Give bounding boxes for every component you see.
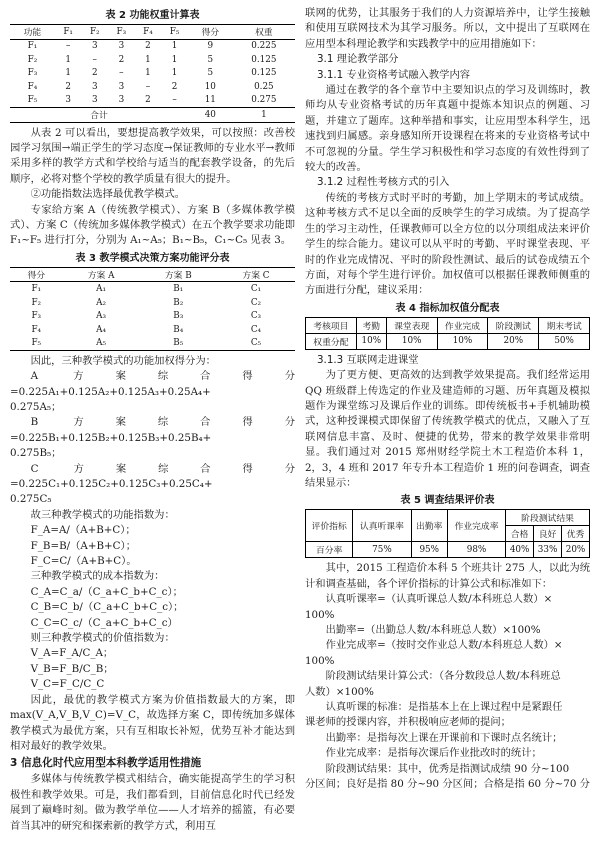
table3-cell: B₄ [173, 324, 184, 335]
table2-cell: 3 [65, 95, 71, 106]
table5-header-excellent: 优秀 [562, 526, 590, 542]
paragraph: 其中，2015 工程造价本科 5 个班共计 275 人，以此为统计和调查基础，各个评价指标的计算公式和标准如下： [305, 562, 591, 590]
table2-cell: 3 [91, 41, 98, 52]
table3-header-cell: 方案 C [242, 271, 270, 281]
table5-header-index: 评价指标 [306, 510, 353, 542]
table3 [10, 267, 295, 351]
table3-cell: C₅ [250, 338, 262, 348]
left-column [10, 6, 295, 834]
table2-cell: – [145, 81, 151, 92]
table5-cell: 40% [506, 542, 534, 558]
table2-header-cell: F₂ [89, 26, 100, 37]
table2-cell: 1 [145, 54, 151, 65]
table3-cell: F₄ [31, 324, 42, 335]
table2-header-cell: 功能 [23, 28, 42, 39]
paragraph: 专家给方案 A（传统教学模式）、方案 B（多媒体教学模式）、方案 C（传统加多媒体教学模式）在五个教学要求功能即 F₁~F₅ 进行打分，分别为 A₁~A₅；B₁~B₅，C₁~C₅ 见表 3。 [10, 203, 295, 247]
formula-line: 100% [305, 608, 335, 621]
table3-cell: A₁ [96, 284, 107, 294]
table2-cell: 2 [65, 81, 71, 92]
table2-cell: 1 [65, 54, 71, 65]
formula-line: C_C=C_c/（C_a+C_b+C_c） [30, 616, 178, 629]
table2-cell: F₃ [27, 68, 38, 79]
formula-line: C_A=C_a/（C_a+C_b+C_c）； [30, 585, 183, 598]
table3-header-cell: 方案 B [164, 271, 192, 281]
table5-cell: 20% [562, 542, 590, 558]
table3-cell: B₂ [173, 297, 184, 308]
table2-cell: 1 [145, 68, 151, 79]
table2-cell: – [65, 41, 71, 52]
table3-cell: C₃ [250, 311, 262, 321]
table5-cell: 33% [534, 542, 562, 558]
formula-line: 认真听课率=（认真听课总人数/本科班总人数）× [325, 593, 553, 606]
table4-cell: 10% [437, 333, 488, 349]
subsection-heading: 3.1.1 专业资格考试融入教学内容 [317, 68, 471, 81]
subsection-heading: 3.1.3 互联网走进课堂 [317, 353, 419, 366]
table3-cell: F₅ [31, 338, 42, 348]
formula-line: F_C=C/（A+B+C）。 [30, 555, 137, 568]
table3-cell: A₄ [96, 324, 107, 335]
table2-total-weight: 1 [261, 109, 267, 120]
table2-cell: 2 [145, 41, 151, 52]
table2-cell: 5 [207, 54, 214, 65]
table2-cell: 1 [65, 68, 71, 79]
table2-cell: 11 [204, 95, 216, 106]
table5-header-stage: 阶段测试结果 [506, 510, 590, 526]
table4-header-cell: 期末考试 [539, 317, 590, 333]
table5-header-attend: 认真听课率 [353, 510, 411, 542]
table2 [10, 24, 295, 123]
table3-cell: B₃ [173, 311, 184, 321]
table2-caption: 表 2 功能权重计算表 [105, 10, 200, 21]
text-line: 课老师的授课内容，并积极响应老师的提问； [305, 716, 511, 729]
formula-line: 阶段测试结果计算公式：（各分数段总人数/本科班总 [325, 670, 561, 683]
formula-line: 人数）×100% [305, 685, 374, 698]
table2-cell: 3 [118, 41, 125, 52]
table2-cell: – [172, 95, 177, 106]
paragraph: 通过在教学的各个章节中主要知识点的学习及训练时，教师均从专业资格考试的历年真题中提炼本知识点的例题、习题，并建立了题库。这种举措和事实，让应用型本科学生，迅速找到归属感。亲身感知所开设课程在将来的专业资格考试中不可忽视的分量。学生学习积极性和学习态度的有效性得到了较大的改善。 [305, 84, 590, 174]
table3-cell: C₂ [250, 297, 262, 308]
table4-cell: 50% [539, 333, 590, 349]
text-line: 作业完成率：是指每次课后作业批改时的统计； [325, 747, 542, 760]
table3-cell: B₁ [173, 284, 184, 294]
table2-header-cell: 权重 [255, 28, 273, 39]
table4-header-cell: 课堂表现 [386, 317, 437, 333]
table2-row [10, 67, 295, 81]
table4-header-cell: 考勤 [356, 317, 386, 333]
table2-row [10, 53, 295, 67]
table2-cell: 5 [207, 68, 214, 79]
table2-cell: – [92, 54, 97, 65]
table5-header-present: 出勤率 [411, 510, 447, 542]
paragraph: 多媒体与传统教学模式相结合，确实能提高学生的学习积极性和教学效果。可是，我们都看到，目前信息化时代已经发展到了巅峰时刻。做为教学单位——人才培养的摇篮，有必要首当其冲的研究和探索新的教学方式，利用互 [10, 773, 295, 832]
table2-cell: F₁ [27, 41, 38, 52]
table2-cell: 3 [91, 81, 98, 92]
formula-line: C 方案综合得分=0.225C₁+0.125C₂+0.125C₃+0.25C₄+ [10, 462, 295, 490]
table3-cell: C₄ [250, 324, 262, 335]
table2-cell: F₅ [27, 95, 38, 106]
table4-cell: 权重分配 [306, 333, 357, 349]
table2-header-cell: 得分 [201, 28, 220, 39]
subsection-heading: 3.1.2 过程性考核方式的引入 [317, 176, 450, 189]
formula-line: 100% [305, 654, 335, 667]
table3-cell: A₅ [96, 338, 107, 348]
table3-cell: A₂ [96, 297, 107, 308]
table3-row [10, 309, 295, 323]
subheading: ②功能指数法选择最优教学模式。 [30, 188, 186, 201]
formula-line: 0.275A₅； [10, 400, 62, 413]
table4-caption: 表 4 指标加权值分配表 [395, 302, 500, 314]
table2-cell: 3 [91, 95, 98, 106]
table3-cell: B₅ [173, 338, 184, 348]
formula-line: F_A=A/（A+B+C）； [30, 524, 136, 537]
table3-cell: C₁ [250, 284, 262, 294]
formula-line: B 方案综合得分=0.225B₁+0.125B₂+0.125B₃+0.25B₄+ [10, 416, 295, 444]
table3-row [10, 282, 295, 296]
paragraph: 因此，三种教学模式的功能加权得分为： [30, 354, 216, 367]
table3-header-cell: 方案 A [87, 271, 115, 281]
table2-cell: 3 [118, 95, 125, 106]
table3-caption: 表 3 教学模式决策方案功能评分表 [75, 252, 230, 264]
table5-caption: 表 5 调查结果评价表 [400, 495, 495, 507]
paragraph: 因此，最优的教学模式方案为价值指数最大的方案，即 max(V_A,V_B,V_C)=V_C，故选择方案 C，即传统加多媒体教学模式为最优方案，只有互相取长补短，优势互补才能达到相对最好的教学效果。 [10, 693, 295, 752]
formula-line: C_B=C_b/（C_a+C_b+C_c）； [30, 601, 184, 614]
text-line: 则三种教学模式的价值指数为： [30, 632, 175, 645]
table3-cell: F₂ [31, 297, 42, 308]
text-line: 阶段测试结果：其中，优秀是指测试成绩 90 分~100 [325, 762, 570, 775]
table5 [305, 509, 590, 558]
table5-header-homework: 作业完成率 [447, 510, 505, 542]
section-heading: 3.1 理论教学部分 [317, 53, 399, 66]
table2-cell: 10 [204, 81, 216, 92]
table2-header-cell: F₄ [143, 26, 153, 37]
text-line: 故三种教学模式的功能指数为： [30, 508, 175, 521]
table2-header-cell: F₅ [169, 26, 180, 37]
table4-cell: 10% [386, 333, 437, 349]
table3-header-cell: 得分 [27, 271, 46, 281]
formula-line: 0.275B₅； [10, 447, 62, 460]
table4 [305, 317, 590, 350]
table4-header-cell: 作业完成 [437, 317, 488, 333]
table4-cell: 10% [356, 333, 386, 349]
table2-cell: 0.25 [254, 81, 274, 92]
formula-line: 出勤率=（出勤总人数/本科班总人数）×100% [325, 624, 541, 636]
formula-line: 作业完成率=（按时交作业总人数/本科班总人数）× [325, 639, 563, 652]
table2-cell: 3 [118, 81, 125, 92]
text-line: 三种教学模式的成本指数为： [30, 570, 165, 583]
table5-cell: 75% [353, 542, 411, 558]
right-column [305, 6, 590, 792]
table3-cell: F₁ [31, 284, 42, 294]
table2-cell: 0.275 [251, 95, 277, 106]
table2-total-label: 合计 [90, 111, 108, 122]
table2-cell: 2 [171, 81, 178, 92]
table4-header-cell: 阶段测试 [488, 317, 539, 333]
text-line: 出勤率：是指每次上课在开课前和下课时点名统计； [325, 731, 563, 744]
table5-cell: 95% [411, 542, 447, 558]
table2-row [10, 94, 295, 108]
text-line: 分区间；良好是指 80 分~90 分区间；合格是指 60 分~70 分 [305, 778, 590, 791]
table2-total-score: 40 [204, 109, 216, 120]
table5-cell: 98% [447, 542, 505, 558]
table2-cell: 0.225 [251, 41, 277, 52]
paragraph: 从表 2 可以看出，要想提高教学效果，可以按照：改善校园学习氛围→端正学生的学习态度→保证教师的专业水平→教师采用多样的教学方式和学校给与适当的配套教学设备，的先后顺序，必将对整个学校的教学质量有很大的提升。 [10, 126, 295, 185]
table2-cell: – [119, 68, 124, 79]
formula-line: 0.275C₅ [10, 493, 52, 506]
table2-cell: F₂ [27, 54, 38, 65]
table3-cell: A₃ [96, 311, 107, 321]
table2-row [10, 39, 295, 53]
formula-line: A 方案综合得分=0.225A₁+0.125A₂+0.125A₃+0.25A₄+ [10, 370, 295, 398]
table2-row [10, 80, 295, 94]
formula-line: V_C=F_C/C_C [30, 678, 105, 691]
table5-header-good: 良好 [534, 526, 562, 542]
table2-cell: 1 [171, 54, 178, 65]
table5-header-pass: 合格 [506, 526, 534, 542]
formula-line: V_B=F_B/C_B； [30, 662, 114, 675]
formula-line: V_A=F_A/C_A； [30, 647, 114, 660]
table2-header-cell: F₃ [116, 26, 127, 37]
table3-row [10, 296, 295, 310]
paragraph: 联网的优势，让其服务于我们的人力资源培养中，让学生接触和使用互联网技术为其学习服务。所以，文中提出了互联网在应用型本科理论教学和实践教学中的应用措施如下： [305, 7, 590, 50]
formula-line: F_B=B/（A+B+C）； [30, 539, 136, 552]
table3-row [10, 323, 295, 337]
table3-row [10, 336, 295, 350]
table2-header-cell: F₁ [63, 26, 73, 37]
table3-cell: F₃ [31, 311, 42, 321]
table5-row-label: 百分率 [306, 542, 353, 558]
table2-cell: 2 [91, 68, 98, 79]
table4-header-cell: 考核项目 [306, 317, 357, 333]
table2-cell: 1 [171, 68, 178, 79]
table2-cell: 9 [207, 41, 214, 52]
text-line: 认真听课的标准：是指基本上在上课过程中是紧跟任 [325, 701, 563, 714]
table2-cell: 1 [171, 41, 178, 52]
table2-cell: 2 [118, 54, 125, 65]
table2-cell: 0.125 [251, 68, 277, 79]
table2-cell: 0.125 [251, 54, 277, 65]
paragraph: 为了更方便、更高效的达到教学效果提高。我们经常运用 QQ 班级群上传选定的作业及建造师的习题、历年真题及模拟题作为课堂练习及课后作业的训练。即传统板书+手机辅助模式，这种授课模式即保留了传统教学模式的优点，又融入了互联网信息丰富、及时、便捷的优势，带来的教学效果非常明显。我们通过对 2015 郑州财经学院土木工程造价本科 1，2，3，4 班和 2017 年专升本工程造价 1 班的问卷调查，调查结果显示： [305, 369, 591, 489]
table4-cell: 20% [488, 333, 539, 349]
section-heading: 3 信息化时代应用型本科教学适用性措施 [10, 757, 202, 770]
table2-cell: F₄ [27, 81, 38, 92]
table2-cell: 2 [145, 95, 151, 106]
paragraph: 传统的考核方式时平时的考勤，加上学期末的考试成绩。这种考核方式不足以全面的反映学生的学习成绩。为了提高学生的学习主动性，任课教师可以全方位的以分项组成法来评价学生的综合能力。建议可以从平时的考勤、平时课堂表现、平时的作业完成情况、平时的阶段性测试、最后的试卷成绩五个方面，对每个学生进行评价。加权值可以根据任课教师侧重的方面进行分配，建议采用： [305, 191, 590, 297]
